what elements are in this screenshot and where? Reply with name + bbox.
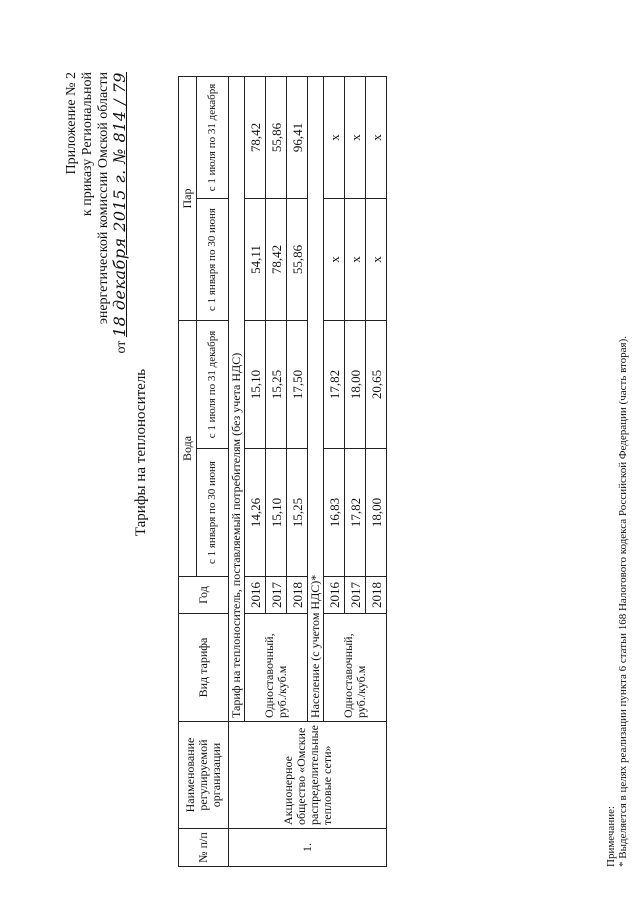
header-water: Вода	[179, 321, 197, 577]
water-h1-cell: 15,10	[266, 449, 287, 577]
water-h2-cell: 17,82	[324, 321, 345, 449]
year-cell: 2016	[324, 577, 345, 614]
steam-h1-cell: х	[366, 199, 387, 321]
footnote	[605, 336, 629, 867]
steam-h1-cell: х	[345, 199, 366, 321]
steam-h1-cell: 54,11	[245, 199, 266, 321]
water-h1-cell: 15,25	[287, 449, 308, 577]
year-cell: 2017	[266, 577, 287, 614]
year-cell: 2018	[366, 577, 387, 614]
footnote-label: Примечание:	[605, 805, 617, 867]
tariff-type-cell: Одноставочный, руб./куб.м	[245, 614, 308, 722]
header-water-period1: с 1 января по 30 июня	[197, 449, 229, 577]
organization-name: Акционерное общество «Омские распределительные тепловые сети»	[229, 722, 387, 829]
water-h2-cell: 18,00	[345, 321, 366, 449]
water-h2-cell: 17,50	[287, 321, 308, 449]
water-h2-cell: 15,10	[245, 321, 266, 449]
appendix-number: Приложение № 2	[64, 72, 79, 175]
water-h2-cell: 20,65	[366, 321, 387, 449]
tariff-table	[178, 76, 387, 867]
water-h1-cell: 14,26	[245, 449, 266, 577]
order-reference: к приказу Региональной	[80, 72, 95, 217]
water-h1-cell: 16,83	[324, 449, 345, 577]
header-tariff-type: Вид тарифа	[179, 614, 229, 722]
header-water-period2: с 1 июля по 31 декабря	[197, 321, 229, 449]
water-h1-cell: 18,00	[366, 449, 387, 577]
section-consumers-title: Тариф на теплоноситель, поставляемый потребителям (без учета НДС)	[229, 77, 245, 722]
steam-h1-cell: х	[324, 199, 345, 321]
year-cell: 2016	[245, 577, 266, 614]
header-org: Наименование регулируемой организации	[179, 722, 229, 829]
water-h1-cell: 17,82	[345, 449, 366, 577]
commission-name: энергетической комиссии Омской области	[96, 72, 111, 325]
header-steam-period2: с 1 июля по 31 декабря	[197, 77, 229, 199]
header-num: № п/п	[179, 829, 229, 867]
steam-h2-cell: 55,86	[266, 77, 287, 199]
appendix-header	[64, 72, 130, 354]
steam-h2-cell: 78,42	[245, 77, 266, 199]
handwritten-order-date: 18 декабря 2015 г. № 814 / 79	[110, 72, 129, 338]
footnote-text: * Выделяется в целях реализации пункта 6 статьи 168 Налогового кодекса Российской Федерации (часть вторая).	[617, 335, 629, 867]
order-date-line	[112, 72, 130, 354]
tariff-type-cell: Одноставочный, руб./куб.м	[324, 614, 387, 722]
year-cell: 2018	[287, 577, 308, 614]
steam-h1-cell: 55,86	[287, 199, 308, 321]
year-cell: 2017	[345, 577, 366, 614]
header-steam: Пар	[179, 77, 197, 321]
steam-h2-cell: 96,41	[287, 77, 308, 199]
header-steam-period1: с 1 января по 30 июня	[197, 199, 229, 321]
steam-h2-cell: х	[345, 77, 366, 199]
steam-h2-cell: х	[366, 77, 387, 199]
order-date-prefix: от	[114, 340, 129, 354]
steam-h1-cell: 78,42	[266, 199, 287, 321]
header-year: Год	[179, 577, 229, 614]
steam-h2-cell: х	[324, 77, 345, 199]
water-h2-cell: 15,25	[266, 321, 287, 449]
document-title: Тарифы на теплоноситель	[133, 368, 149, 537]
section-population-title: Население (с учетом НДС)*	[308, 77, 324, 722]
row-number: 1.	[229, 829, 387, 867]
